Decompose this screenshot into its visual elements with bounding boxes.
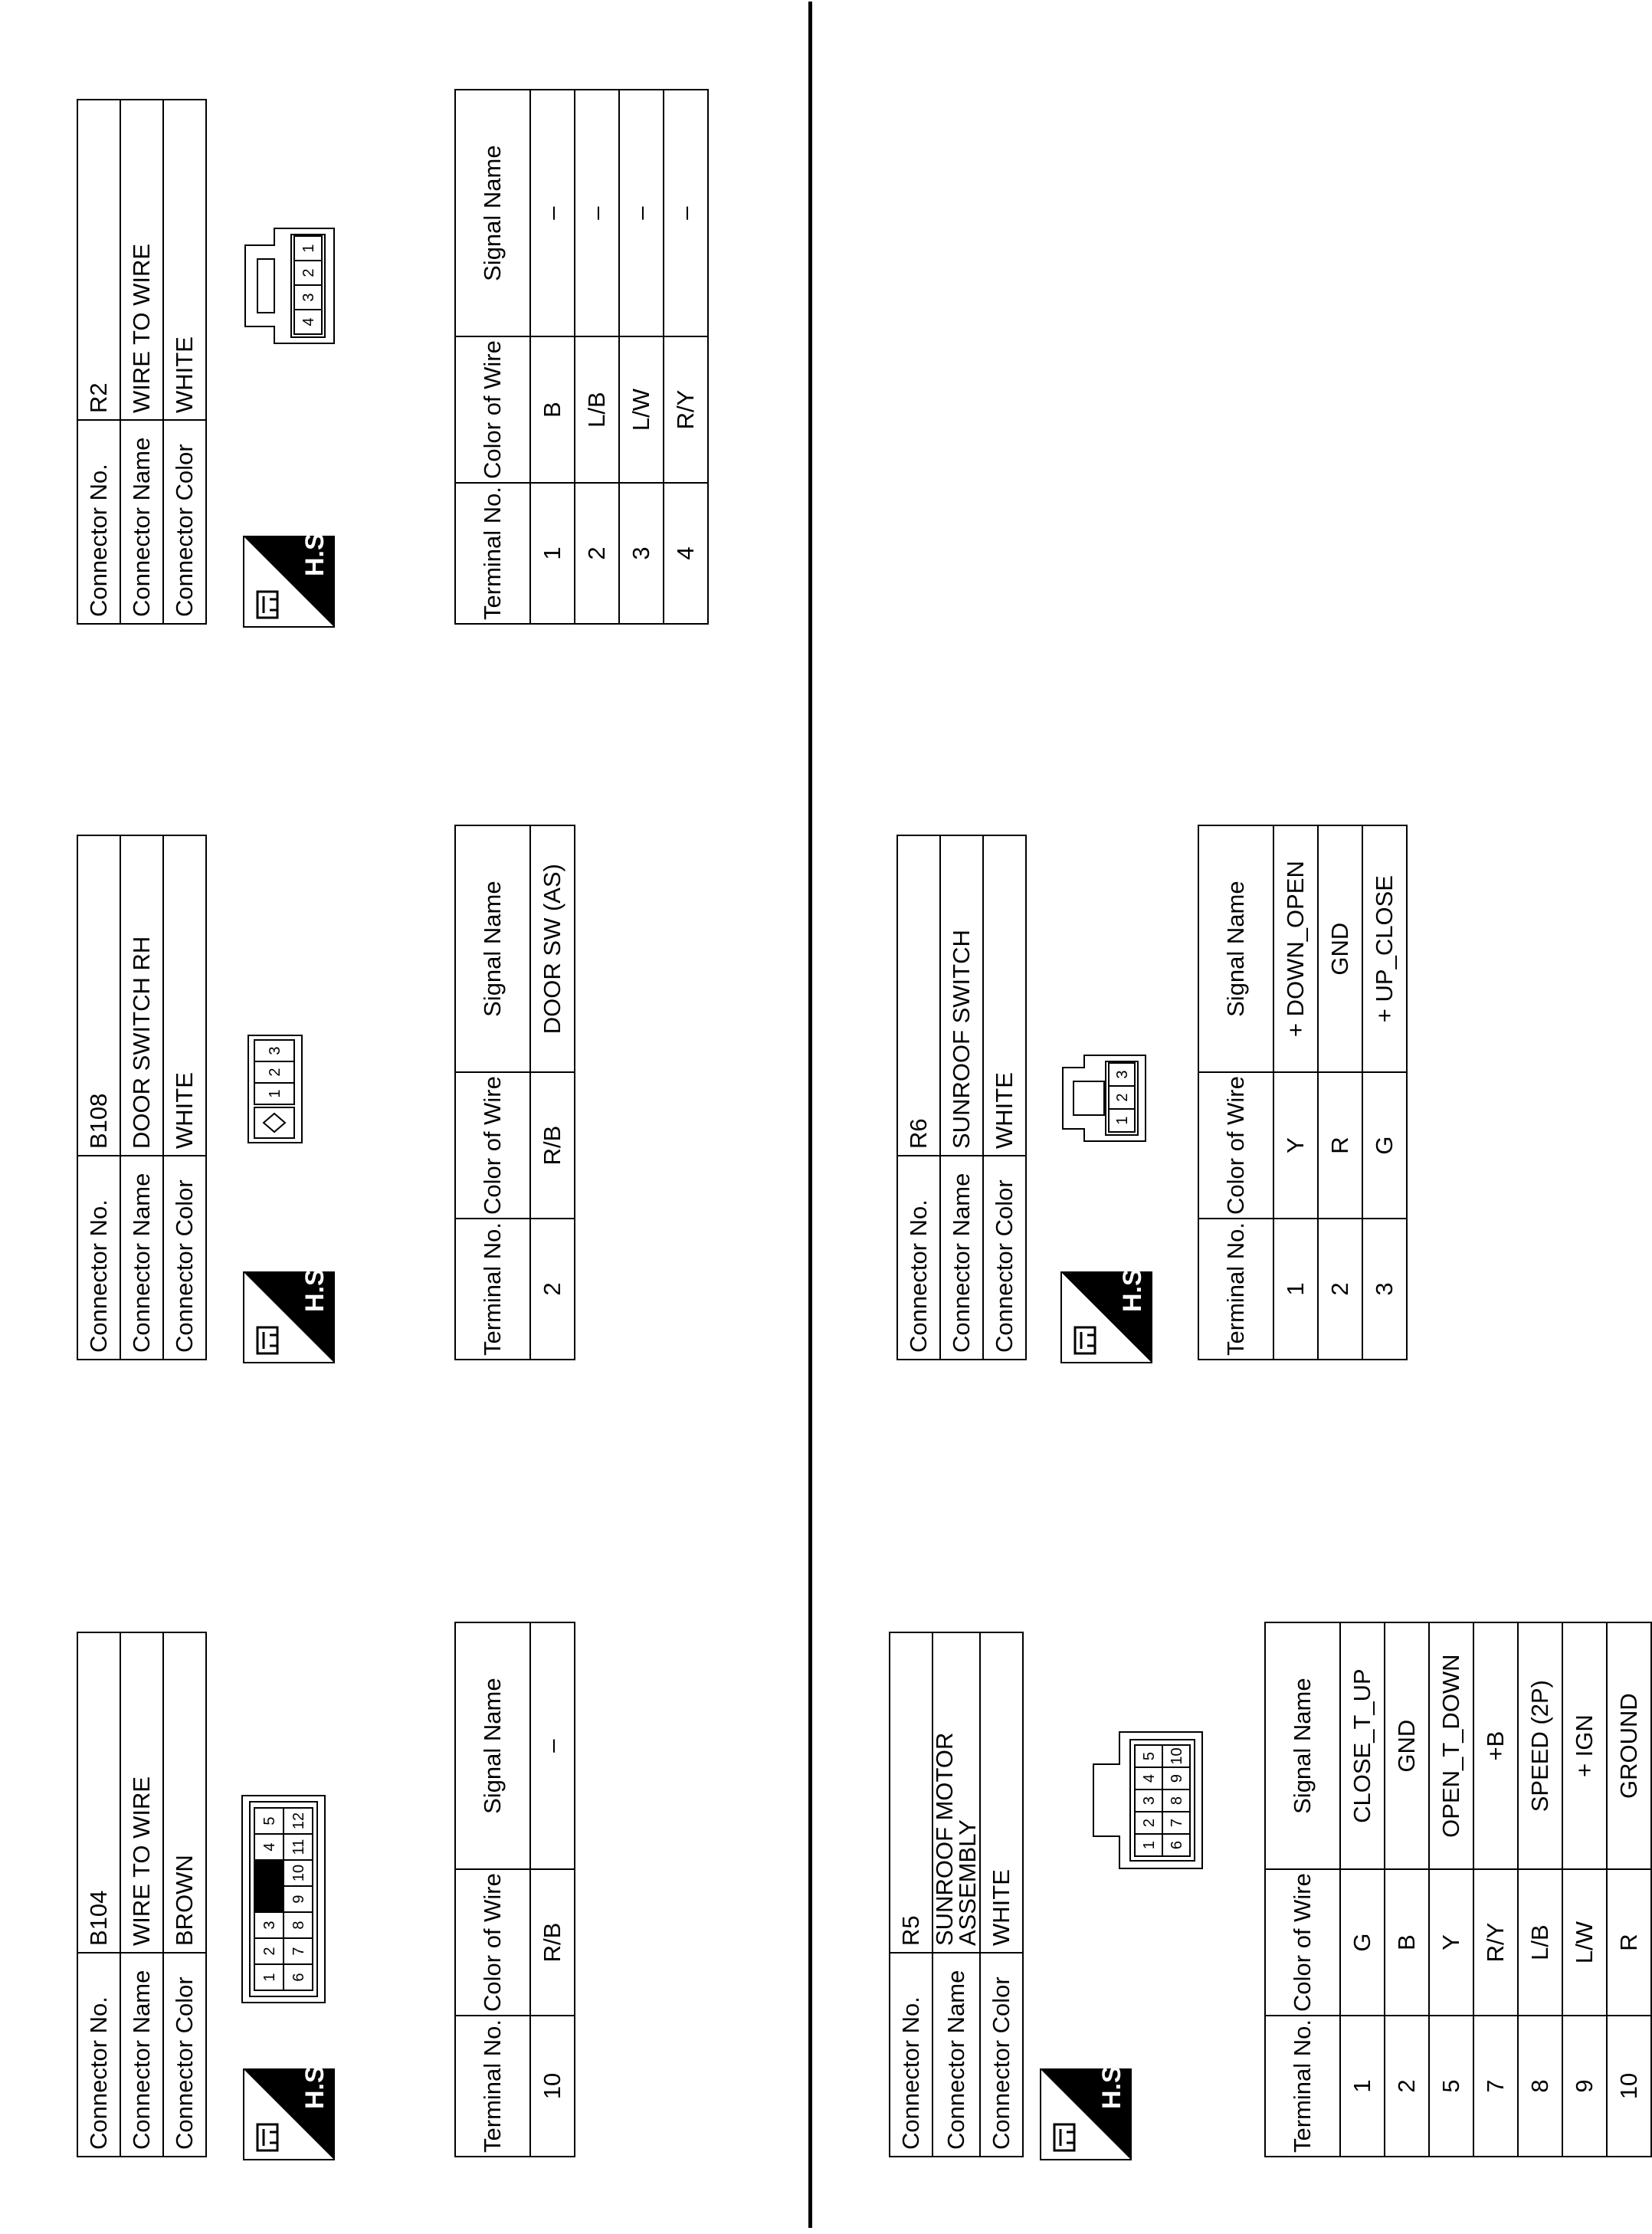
pin-label: 1	[1114, 1116, 1131, 1125]
pin-label: 5	[261, 1816, 278, 1826]
connector-name-value: WIRE TO WIRE	[120, 1632, 163, 1953]
connector-color-value: BROWN	[163, 1632, 206, 1953]
pin-label: 1	[1141, 1840, 1158, 1850]
connector-r2-face	[244, 227, 336, 345]
connector-b104-face	[241, 1794, 326, 2004]
connector-r5-info	[889, 1632, 1024, 2157]
connector-info-table: Connector No. B108 Connector Name DOOR SWITCH RH Connector Color WHITE	[77, 835, 207, 1360]
pin-label: 4	[1141, 1773, 1158, 1783]
connector-r5-face	[1092, 1730, 1204, 1870]
svg-text:H.S.: H.S.	[1118, 1261, 1147, 1312]
hs-badge-icon	[244, 1261, 334, 1363]
table-row: 3 L/W –	[619, 90, 664, 624]
hs-badge-text: H.S.	[300, 2058, 329, 2109]
connector-info-table	[77, 1632, 207, 2157]
table-row: 7 R/Y +B	[1473, 1622, 1518, 2157]
signal-table	[454, 1622, 575, 2157]
hs-badge-icon	[244, 2058, 334, 2160]
pin-label: 9	[1169, 1773, 1185, 1783]
connector-info-table: Connector No. R2 Connector Name WIRE TO WIRE Connector Color WHITE	[77, 99, 207, 625]
table-row: 4 R/Y –	[664, 90, 708, 624]
pin-label: 6	[1169, 1840, 1185, 1850]
pin-label: 2	[300, 268, 317, 277]
table-row: 2 R GND	[1318, 825, 1362, 1360]
pin-label: 3	[300, 293, 317, 302]
pin-label: 3	[1114, 1070, 1131, 1079]
label-connector-no: Connector No.	[77, 1953, 120, 2157]
pin-label: 1	[261, 1973, 278, 1982]
connector-r6-face	[1061, 1054, 1147, 1143]
pin-label: 12	[290, 1812, 307, 1830]
table-row: 2 B GND	[1385, 1622, 1429, 2157]
pin-label: 4	[300, 317, 317, 326]
table-row: 5 Y OPEN_T_DOWN	[1429, 1622, 1473, 2157]
pin-label: 10	[1169, 1747, 1185, 1765]
pin-label: 7	[290, 1947, 307, 1956]
table-row: 10 R GROUND	[1607, 1622, 1651, 2157]
pin-label: 2	[261, 1947, 278, 1956]
pin-label: 6	[290, 1973, 307, 1982]
connector-b104-signals	[454, 1622, 575, 2157]
signal-table: Terminal No. Color of Wire Signal Name 1 Y + DOWN_OPEN 2 R GND 3 G + UP_CLOSE	[1198, 825, 1408, 1360]
table-row: 3 G + UP_CLOSE	[1362, 825, 1407, 1360]
pin-label: 8	[1169, 1796, 1185, 1806]
signal-table: Terminal No. Color of Wire Signal Name 2 R/B DOOR SW (AS)	[454, 825, 575, 1360]
pin-label: 9	[290, 1894, 307, 1904]
label-connector-color: Connector Color	[163, 1953, 206, 2157]
blank-pin	[254, 1860, 284, 1912]
hs-badge-icon	[1061, 1261, 1152, 1363]
pin-label: 3	[1141, 1796, 1158, 1806]
connector-info-table: Connector No. R5 Connector Name SUNROOF MOTOR ASSEMBLY Connector Color WHITE	[889, 1632, 1024, 2157]
hs-badge-icon	[1041, 2058, 1131, 2160]
connector-b108-face	[247, 1034, 303, 1144]
pin-label: 2	[1141, 1818, 1158, 1828]
pin-label: 1	[267, 1089, 284, 1098]
header-terminal-no: Terminal No.	[455, 2016, 530, 2157]
svg-text:H.S.: H.S.	[300, 525, 329, 576]
pin-label: 7	[1169, 1818, 1185, 1828]
table-row: 1 B –	[530, 90, 575, 624]
connector-b104-info	[77, 1632, 207, 2157]
pin-label: 8	[290, 1921, 307, 1930]
table-row: 9 L/W + IGN	[1562, 1622, 1607, 2157]
connector-info-table: Connector No. R6 Connector Name SUNROOF SWITCH Connector Color WHITE	[896, 835, 1027, 1360]
connector-b108-signals	[454, 825, 575, 1360]
pin-label: 1	[300, 244, 317, 253]
pin-label: 3	[267, 1046, 284, 1055]
table-row: 8 L/B SPEED (2P)	[1518, 1622, 1562, 2157]
label-connector-name: Connector Name	[120, 1953, 163, 2157]
table-row: 10 R/B –	[530, 1622, 575, 2157]
connector-r6-signals	[1198, 825, 1408, 1360]
connector-r5-signals	[1264, 1622, 1652, 2157]
pin-label: 10	[290, 1864, 307, 1882]
hs-badge-icon	[244, 525, 334, 627]
connector-no-value: B104	[77, 1632, 120, 1953]
header-signal-name: Signal Name	[455, 1622, 530, 1869]
section-divider	[808, 2, 812, 2228]
pin-label: 4	[261, 1842, 278, 1852]
pin-label: 11	[290, 1839, 307, 1855]
header-color-of-wire: Color of Wire	[455, 1869, 530, 2016]
pin-label: 5	[1141, 1751, 1158, 1761]
signal-table: Terminal No. Color of Wire Signal Name 1 B – 2 L/B – 3 L/W – 4 R/Y –	[454, 89, 709, 625]
pin-label: 3	[261, 1921, 278, 1930]
connector-r6-info	[896, 835, 1027, 1360]
table-row: 2 R/B DOOR SW (AS)	[530, 825, 575, 1360]
pin-label: 2	[267, 1068, 284, 1077]
svg-text:H.S.: H.S.	[300, 1261, 329, 1312]
signal-table: Terminal No. Color of Wire Signal Name 1 G CLOSE_T_UP 2 B GND 5 Y OPEN_T_DOWN 7 R/Y +B 8 L/B SPEED (2P) 9 L/W + IGN 10 R GROUND	[1264, 1622, 1652, 2157]
pin-label: 2	[1114, 1093, 1131, 1102]
table-row: 1 G CLOSE_T_UP	[1340, 1622, 1385, 2157]
table-row: 2 L/B –	[575, 90, 619, 624]
connector-r2-info	[77, 99, 207, 625]
svg-text:H.S.: H.S.	[1097, 2058, 1126, 2109]
connector-r2-signals	[454, 89, 709, 625]
connector-b108-info	[77, 835, 207, 1360]
table-row: 1 Y + DOWN_OPEN	[1273, 825, 1318, 1360]
